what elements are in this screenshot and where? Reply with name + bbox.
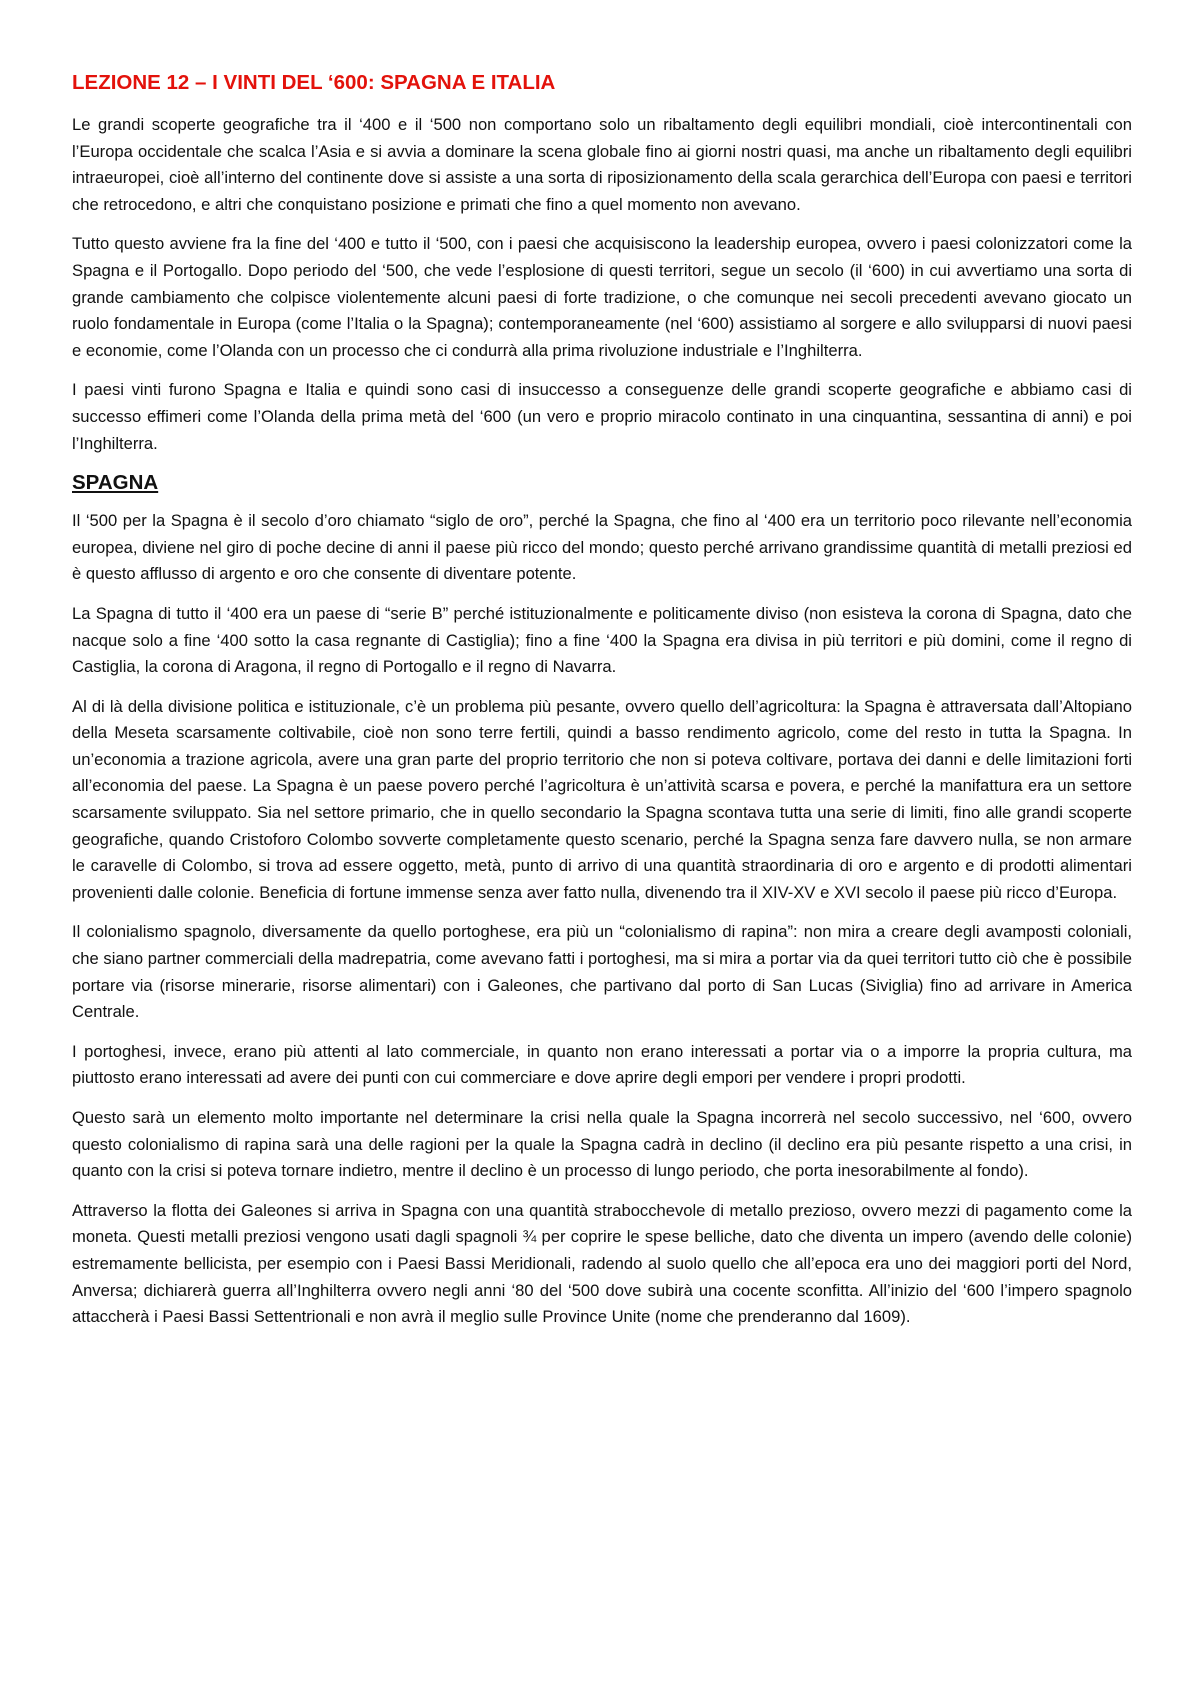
section-paragraph: Attraverso la flotta dei Galeones si arriva in Spagna con una quantità strabocchevole di metallo prezioso, ovvero mezzi di pagamento come la moneta. Questi metalli preziosi vengono usati dagli spagnoli ¾ per coprire le spese belliche, dato che diventa un impero (avendo delle colonie) estremamente bellicista, per esempio con i Paesi Bassi Meridionali, radendo al suolo quello che all’epoca era uno dei maggiori porti del Nord, Anversa; dichiarerà guerra all’Inghilterra ovvero negli anni ‘80 del ‘500 dove subirà una cocente sconfitta. All’inizio del ‘600 l’impero spagnolo attaccherà i Paesi Bassi Settentrionali e non avrà il meglio sulle Province Unite (nome che prenderanno dal 1609). [72, 1200, 1132, 1327]
intro-paragraph: Tutto questo avviene fra la fine del ‘400 e tutto il ‘500, con i paesi che acquisiscono la leadership europea, ovvero i paesi colonizzatori come la Spagna e il Portogallo. Dopo periodo del ‘500, che vede l’esplosione di questi territori, segue un secolo (il ‘600) in cui avvertiamo una sorta di grande cambiamento che colpisce violentemente alcuni paesi di forte tradizione, o che comunque nei secoli precedenti avevano giocato un ruolo fondamentale in Europa (come l’Italia o la Spagna); contemporaneamente (nel ‘600) assistiamo al sorgere e allo svilupparsi di nuovi paesi e economie, come l’Olanda con un processo che ci condurrà alla prima rivoluzione industriale e l’Inghilterra. [72, 234, 1132, 360]
section-paragraph: Il colonialismo spagnolo, diversamente da quello portoghese, era più un “colonialismo di rapina”: non mira a creare degli avamposti coloniali, che siano partner commerciali della madrepatria, come avevano fatti i portoghesi, ma si mira a portar via da quei territori tutto ciò che è possibile portare via (risorse minerarie, risorse alimentari) con i Galeones, che partivano dal porto di San Lucas (Siviglia) fino ad arrivare in America Centrale. [72, 922, 1132, 1022]
section-paragraph: La Spagna di tutto il ‘400 era un paese di “serie B” perché istituzionalmente e politicamente diviso (non esisteva la corona di Spagna, dato che nacque solo a fine ‘400 sotto la casa regnante di Castiglia); fino a fine ‘400 la Spagna era divisa in più territori e più domini, come il regno di Castiglia, la corona di Aragona, il regno di Portogallo e il regno di Navarra. [72, 603, 1132, 677]
intro-paragraph: Le grandi scoperte geografiche tra il ‘400 e il ‘500 non comportano solo un ribaltamento degli equilibri mondiali, cioè intercontinentali con l’Europa occidentale che scalca l’Asia e si avvia a dominare la scena globale fino ai giorni nostri quasi, ma anche un ribaltamento degli equilibri intraeuropei, cioè all’interno del continente dove si assiste a una sorta di riposizionamento della scala gerarchica dell’Europa con paesi e territori che retrocedono, e altri che conquistano posizione e primati che fino a quel momento non avevano. [72, 115, 1132, 214]
section-paragraph: Al di là della divisione politica e istituzionale, c’è un problema più pesante, ovvero quello dell’agricoltura: la Spagna è attraversata dall’Altopiano della Meseta scarsamente coltivabile, cioè non sono terre fertili, quindi a basso rendimento agricolo, come del resto in tutta la Spagna. In un’economia a trazione agricola, avere una gran parte del proprio territorio che non si poteva coltivare, portava dei danni e delle limitazioni forti all’economia del paese. La Spagna è un paese povero perché l’agricoltura è un’attività scarsa e povera, e perché la manifattura era un settore scarsamente sviluppato. Sia nel settore primario, che in quello secondario la Spagna scontava tutta una serie di limiti, fino alle grandi scoperte geografiche, quando Cristoforo Colombo sovverte completamente questo scenario, perché la Spagna senza fare davvero nulla, se non armare le caravelle di Colombo, si trova ad essere oggetto, metà, punto di arrivo di una quantità straordinaria di oro e argento e di prodotti alimentari provenienti dalle colonie. Beneficia di fortune immense senza aver fatto nulla, divenendo tra il XIV-XV e XVI secolo il paese più ricco d’Europa. [72, 696, 1132, 902]
section-heading-spagna: SPAGNA [72, 471, 159, 495]
document-title: LEZIONE 12 – I VINTI DEL ‘600: SPAGNA E ITALIA [72, 71, 556, 94]
section-paragraph: Il ‘500 per la Spagna è il secolo d’oro chiamato “siglo de oro”, perché la Spagna, che fino al ‘400 era un territorio poco rilevante nell’economia europea, diviene nel giro di poche decine di anni il paese più ricco del mondo; questo perché arrivano grandissime quantità di metalli preziosi ed è questo afflusso di argento e oro che consente di diventare potente. [72, 511, 1132, 584]
document-page [72, 70, 1132, 1344]
section-paragraph: Questo sarà un elemento molto importante nel determinare la crisi nella quale la Spagna incorrerà nel secolo successivo, nel ‘600, ovvero questo colonialismo di rapina sarà una delle ragioni per la quale la Spagna cadrà in declino (il declino era più pesante rispetto a una crisi, in quanto con la crisi si poteva tornare indietro, mentre il declino è un processo di lungo periodo, che porta inesorabilmente al fondo). [72, 1108, 1132, 1181]
intro-paragraph: I paesi vinti furono Spagna e Italia e quindi sono casi di insuccesso a conseguenze delle grandi scoperte geografiche e abbiamo casi di successo effimeri come l’Olanda della prima metà del ‘600 (un vero e proprio miracolo continato in una cinquantina, sessantina di anni) e poi l’Inghilterra. [72, 380, 1132, 453]
section-paragraph: I portoghesi, invece, erano più attenti al lato commerciale, in quanto non erano interessati a portar via o a imporre la propria cultura, ma piuttosto erano interessati ad avere dei punti con cui commerciare e dove aprire degli empori per vendere i propri prodotti. [72, 1041, 1132, 1088]
